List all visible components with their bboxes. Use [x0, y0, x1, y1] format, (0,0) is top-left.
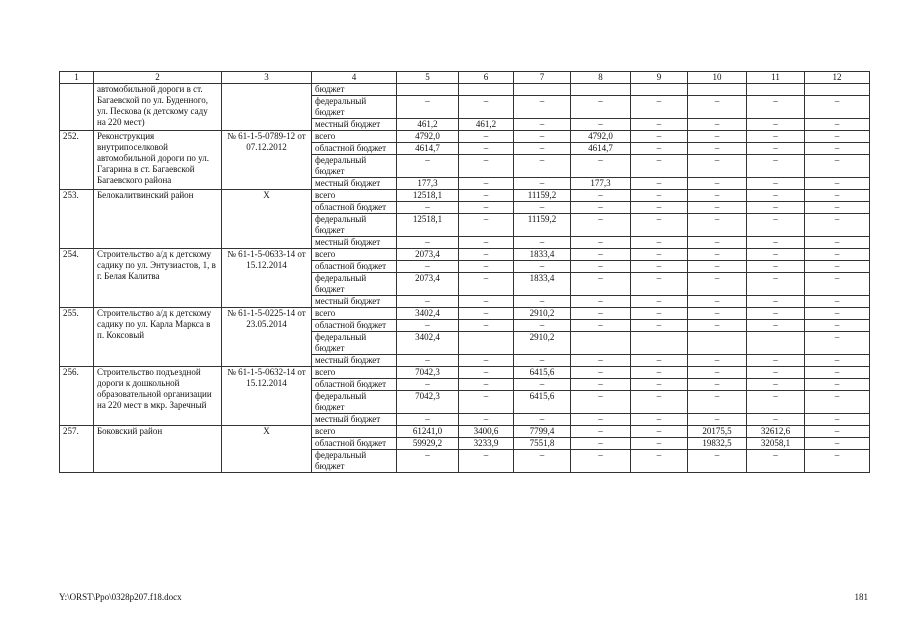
funding-source-label: всего — [312, 249, 397, 261]
amount-cell: – — [688, 178, 747, 190]
column-header: 1 — [60, 72, 94, 84]
amount-cell: – — [514, 320, 571, 332]
footer-file-path: Y:\ORST\Ppo\0328p207.f18.docx — [59, 592, 182, 602]
amount-cell: – — [397, 414, 459, 426]
amount-cell: – — [397, 450, 459, 473]
amount-cell: – — [688, 249, 747, 261]
amount-cell: – — [688, 367, 747, 379]
funding-source-label: федеральный бюджет — [312, 391, 397, 414]
amount-cell: 3402,4 — [397, 332, 459, 355]
amount-cell — [805, 84, 870, 96]
amount-cell: – — [514, 143, 571, 155]
amount-cell: – — [459, 202, 514, 214]
funding-source-label: областной бюджет — [312, 438, 397, 450]
amount-cell: – — [459, 190, 514, 202]
amount-cell: – — [805, 190, 870, 202]
amount-cell: 20175,5 — [688, 426, 747, 438]
funding-source-label: местный бюджет — [312, 355, 397, 367]
amount-cell: – — [459, 391, 514, 414]
amount-cell: – — [688, 355, 747, 367]
amount-cell: – — [688, 261, 747, 273]
amount-cell: – — [805, 237, 870, 249]
funding-source-label: местный бюджет — [312, 178, 397, 190]
amount-cell: 6415,6 — [514, 391, 571, 414]
amount-cell: – — [459, 237, 514, 249]
amount-cell — [688, 332, 747, 355]
amount-cell: – — [747, 96, 805, 119]
funding-source-label: местный бюджет — [312, 119, 397, 131]
funding-source-label: федеральный бюджет — [312, 155, 397, 178]
amount-cell: – — [688, 190, 747, 202]
amount-cell: 177,3 — [397, 178, 459, 190]
amount-cell: – — [459, 308, 514, 320]
amount-cell: – — [747, 308, 805, 320]
amount-cell: – — [805, 119, 870, 131]
amount-cell: – — [631, 178, 688, 190]
amount-cell: – — [631, 214, 688, 237]
amount-cell: – — [514, 296, 571, 308]
amount-cell: – — [514, 379, 571, 391]
amount-cell: – — [747, 214, 805, 237]
item-document: Х — [222, 426, 312, 473]
amount-cell: – — [688, 296, 747, 308]
amount-cell — [571, 84, 631, 96]
amount-cell: – — [459, 379, 514, 391]
amount-cell: – — [631, 414, 688, 426]
amount-cell: – — [805, 131, 870, 143]
amount-cell: – — [688, 155, 747, 178]
amount-cell: – — [747, 237, 805, 249]
amount-cell: – — [747, 355, 805, 367]
amount-cell: – — [571, 391, 631, 414]
amount-cell: – — [805, 438, 870, 450]
amount-cell: 59929,2 — [397, 438, 459, 450]
item-document: № 61-1-5-0789-12 от 07.12.2012 — [222, 131, 312, 190]
funding-source-label: всего — [312, 426, 397, 438]
table-row — [60, 426, 870, 438]
amount-cell: – — [631, 450, 688, 473]
amount-cell: 2910,2 — [514, 308, 571, 320]
amount-cell: 4614,7 — [397, 143, 459, 155]
amount-cell: – — [514, 178, 571, 190]
amount-cell: – — [805, 296, 870, 308]
item-number: 252. — [60, 131, 94, 190]
amount-cell: – — [631, 308, 688, 320]
item-name: Строительство а/д к детскому садику по ул. Карла Маркса в п. Коксовый — [94, 308, 222, 367]
amount-cell: – — [631, 96, 688, 119]
amount-cell: – — [805, 202, 870, 214]
amount-cell: – — [397, 261, 459, 273]
amount-cell: – — [514, 131, 571, 143]
amount-cell: – — [571, 438, 631, 450]
amount-cell: – — [631, 249, 688, 261]
amount-cell — [514, 84, 571, 96]
amount-cell: 32058,1 — [747, 438, 805, 450]
amount-cell: – — [397, 296, 459, 308]
funding-source-label: всего — [312, 308, 397, 320]
column-header: 4 — [312, 72, 397, 84]
amount-cell: – — [571, 273, 631, 296]
funding-source-label: областной бюджет — [312, 320, 397, 332]
item-number — [60, 84, 94, 131]
amount-cell: – — [631, 143, 688, 155]
funding-source-label: федеральный бюджет — [312, 96, 397, 119]
amount-cell: – — [805, 332, 870, 355]
table-row — [60, 367, 870, 379]
amount-cell: – — [459, 143, 514, 155]
header-row — [60, 72, 870, 84]
amount-cell: 3233,9 — [459, 438, 514, 450]
funding-source-label: федеральный бюджет — [312, 214, 397, 237]
amount-cell: – — [514, 96, 571, 119]
item-number: 254. — [60, 249, 94, 308]
column-header: 7 — [514, 72, 571, 84]
amount-cell: – — [805, 308, 870, 320]
amount-cell: – — [571, 414, 631, 426]
amount-cell: – — [571, 320, 631, 332]
amount-cell: 7042,3 — [397, 367, 459, 379]
amount-cell: 3402,4 — [397, 308, 459, 320]
item-document: № 61-1-5-0225-14 от 23.05.2014 — [222, 308, 312, 367]
amount-cell: – — [571, 308, 631, 320]
amount-cell: – — [805, 379, 870, 391]
amount-cell: – — [688, 414, 747, 426]
amount-cell: – — [571, 261, 631, 273]
amount-cell: – — [805, 214, 870, 237]
amount-cell: – — [631, 296, 688, 308]
amount-cell: – — [747, 414, 805, 426]
column-header: 6 — [459, 72, 514, 84]
amount-cell — [459, 84, 514, 96]
amount-cell: – — [805, 355, 870, 367]
item-name: Строительство подъездной дороги к дошкольной образовательной организации на 220 мест в мкр. Заречный — [94, 367, 222, 426]
amount-cell: – — [571, 367, 631, 379]
amount-cell: – — [397, 320, 459, 332]
footer-page-number: 181 — [854, 592, 868, 602]
item-name: Реконструкция внутрипоселковой автомобильной дороги по ул. Гагарина в ст. Багаевской Багаевского района — [94, 131, 222, 190]
item-document: Х — [222, 190, 312, 249]
column-header: 2 — [94, 72, 222, 84]
amount-cell: – — [459, 355, 514, 367]
amount-cell: – — [747, 391, 805, 414]
amount-cell: – — [571, 355, 631, 367]
amount-cell: – — [459, 261, 514, 273]
amount-cell: – — [631, 237, 688, 249]
amount-cell: – — [805, 320, 870, 332]
amount-cell: 11159,2 — [514, 190, 571, 202]
amount-cell: – — [747, 143, 805, 155]
amount-cell: – — [805, 273, 870, 296]
amount-cell: – — [747, 367, 805, 379]
amount-cell — [747, 84, 805, 96]
funding-source-label: областной бюджет — [312, 379, 397, 391]
amount-cell: 11159,2 — [514, 214, 571, 237]
amount-cell: 4792,0 — [571, 131, 631, 143]
amount-cell: – — [397, 96, 459, 119]
item-document: № 61-1-5-0633-14 от 15.12.2014 — [222, 249, 312, 308]
amount-cell — [571, 332, 631, 355]
amount-cell: – — [805, 426, 870, 438]
amount-cell: – — [514, 355, 571, 367]
column-header: 5 — [397, 72, 459, 84]
amount-cell: 7799,4 — [514, 426, 571, 438]
amount-cell: – — [571, 237, 631, 249]
amount-cell: 1833,4 — [514, 249, 571, 261]
amount-cell: – — [631, 131, 688, 143]
amount-cell: – — [459, 131, 514, 143]
column-header: 11 — [747, 72, 805, 84]
amount-cell: – — [805, 450, 870, 473]
amount-cell: – — [747, 178, 805, 190]
amount-cell: – — [397, 237, 459, 249]
amount-cell: 4614,7 — [571, 143, 631, 155]
amount-cell: – — [688, 131, 747, 143]
amount-cell: – — [747, 249, 805, 261]
amount-cell: – — [747, 131, 805, 143]
funding-source-label: местный бюджет — [312, 237, 397, 249]
item-number: 253. — [60, 190, 94, 249]
table-row — [60, 249, 870, 261]
amount-cell: – — [571, 249, 631, 261]
amount-cell: 2073,4 — [397, 273, 459, 296]
amount-cell: – — [747, 450, 805, 473]
amount-cell: – — [571, 119, 631, 131]
amount-cell: – — [397, 379, 459, 391]
item-name: Боковский район — [94, 426, 222, 473]
amount-cell: – — [571, 155, 631, 178]
amount-cell: 1833,4 — [514, 273, 571, 296]
amount-cell — [631, 332, 688, 355]
amount-cell: 19832,5 — [688, 438, 747, 450]
funding-source-label: местный бюджет — [312, 414, 397, 426]
amount-cell: – — [397, 355, 459, 367]
amount-cell: 7042,3 — [397, 391, 459, 414]
amount-cell: 461,2 — [397, 119, 459, 131]
amount-cell: – — [805, 143, 870, 155]
amount-cell: – — [805, 414, 870, 426]
amount-cell: – — [805, 155, 870, 178]
amount-cell: – — [571, 379, 631, 391]
amount-cell: – — [459, 249, 514, 261]
amount-cell: – — [747, 320, 805, 332]
amount-cell: 4792,0 — [397, 131, 459, 143]
amount-cell: 7551,8 — [514, 438, 571, 450]
amount-cell: – — [514, 119, 571, 131]
amount-cell: – — [571, 450, 631, 473]
amount-cell: – — [631, 426, 688, 438]
amount-cell: – — [459, 178, 514, 190]
amount-cell — [397, 84, 459, 96]
amount-cell: – — [571, 190, 631, 202]
item-document: № 61-1-5-0632-14 от 15.12.2014 — [222, 367, 312, 426]
amount-cell: – — [688, 119, 747, 131]
amount-cell: – — [688, 308, 747, 320]
amount-cell: 32612,6 — [747, 426, 805, 438]
column-header: 8 — [571, 72, 631, 84]
amount-cell: – — [459, 96, 514, 119]
funding-source-label: всего — [312, 131, 397, 143]
column-header: 12 — [805, 72, 870, 84]
budget-table — [59, 71, 870, 473]
funding-source-label: областной бюджет — [312, 261, 397, 273]
amount-cell: 2910,2 — [514, 332, 571, 355]
item-number: 256. — [60, 367, 94, 426]
amount-cell — [688, 84, 747, 96]
amount-cell: – — [514, 202, 571, 214]
amount-cell: – — [571, 426, 631, 438]
item-name: Строительство а/д к детскому садику по ул. Энтузиастов, 1, в г. Белая Калитва — [94, 249, 222, 308]
table-row — [60, 84, 870, 96]
amount-cell: – — [459, 155, 514, 178]
amount-cell: – — [688, 320, 747, 332]
amount-cell: – — [459, 296, 514, 308]
amount-cell: – — [571, 296, 631, 308]
funding-source-label: всего — [312, 190, 397, 202]
amount-cell: – — [688, 450, 747, 473]
funding-source-label: областной бюджет — [312, 143, 397, 155]
amount-cell: – — [459, 414, 514, 426]
amount-cell: – — [805, 249, 870, 261]
amount-cell: – — [631, 438, 688, 450]
amount-cell — [459, 332, 514, 355]
amount-cell: – — [397, 202, 459, 214]
amount-cell: – — [805, 391, 870, 414]
amount-cell: – — [631, 379, 688, 391]
amount-cell: – — [805, 178, 870, 190]
amount-cell: – — [631, 155, 688, 178]
amount-cell: – — [688, 202, 747, 214]
column-header: 9 — [631, 72, 688, 84]
item-document — [222, 84, 312, 131]
amount-cell: – — [688, 273, 747, 296]
amount-cell: – — [631, 261, 688, 273]
amount-cell: – — [747, 202, 805, 214]
amount-cell: 2073,4 — [397, 249, 459, 261]
amount-cell: – — [459, 214, 514, 237]
amount-cell — [631, 84, 688, 96]
amount-cell: – — [805, 261, 870, 273]
amount-cell: – — [514, 155, 571, 178]
amount-cell: – — [631, 367, 688, 379]
item-number: 257. — [60, 426, 94, 473]
amount-cell: – — [631, 391, 688, 414]
amount-cell: – — [747, 155, 805, 178]
amount-cell: – — [688, 143, 747, 155]
amount-cell: – — [571, 96, 631, 119]
amount-cell: – — [631, 355, 688, 367]
amount-cell: – — [688, 96, 747, 119]
amount-cell: – — [571, 214, 631, 237]
amount-cell: – — [514, 450, 571, 473]
amount-cell: – — [514, 237, 571, 249]
amount-cell: – — [459, 450, 514, 473]
funding-source-label: федеральный бюджет — [312, 332, 397, 355]
amount-cell: 12518,1 — [397, 190, 459, 202]
amount-cell: – — [631, 119, 688, 131]
amount-cell: – — [688, 214, 747, 237]
amount-cell: – — [631, 202, 688, 214]
amount-cell: – — [688, 391, 747, 414]
funding-source-label: бюджет — [312, 84, 397, 96]
amount-cell: 12518,1 — [397, 214, 459, 237]
amount-cell: – — [747, 379, 805, 391]
amount-cell: – — [747, 190, 805, 202]
amount-cell: – — [459, 367, 514, 379]
amount-cell: – — [688, 237, 747, 249]
funding-source-label: местный бюджет — [312, 296, 397, 308]
amount-cell: – — [805, 96, 870, 119]
column-header: 10 — [688, 72, 747, 84]
table-row — [60, 308, 870, 320]
amount-cell: – — [747, 273, 805, 296]
item-name: автомобильной дороги в ст. Багаевской по ул. Буденного, ул. Пескова (к детскому саду на 220 мест) — [94, 84, 222, 131]
amount-cell: – — [514, 414, 571, 426]
amount-cell: 461,2 — [459, 119, 514, 131]
amount-cell: – — [631, 190, 688, 202]
funding-source-label: областной бюджет — [312, 202, 397, 214]
amount-cell: – — [459, 320, 514, 332]
amount-cell: – — [514, 261, 571, 273]
amount-cell: – — [805, 367, 870, 379]
amount-cell: – — [747, 296, 805, 308]
amount-cell: – — [631, 320, 688, 332]
amount-cell: – — [747, 261, 805, 273]
amount-cell: 3400,6 — [459, 426, 514, 438]
amount-cell: 6415,6 — [514, 367, 571, 379]
column-header: 3 — [222, 72, 312, 84]
funding-source-label: всего — [312, 367, 397, 379]
item-name: Белокалитвинский район — [94, 190, 222, 249]
amount-cell: – — [397, 155, 459, 178]
table-row — [60, 190, 870, 202]
amount-cell: – — [571, 202, 631, 214]
amount-cell: 177,3 — [571, 178, 631, 190]
amount-cell — [747, 332, 805, 355]
item-number: 255. — [60, 308, 94, 367]
amount-cell: – — [631, 273, 688, 296]
amount-cell: – — [747, 119, 805, 131]
amount-cell: – — [459, 273, 514, 296]
table-row — [60, 131, 870, 143]
amount-cell: – — [688, 379, 747, 391]
funding-source-label: федеральный бюджет — [312, 450, 397, 473]
amount-cell: 61241,0 — [397, 426, 459, 438]
funding-source-label: федеральный бюджет — [312, 273, 397, 296]
